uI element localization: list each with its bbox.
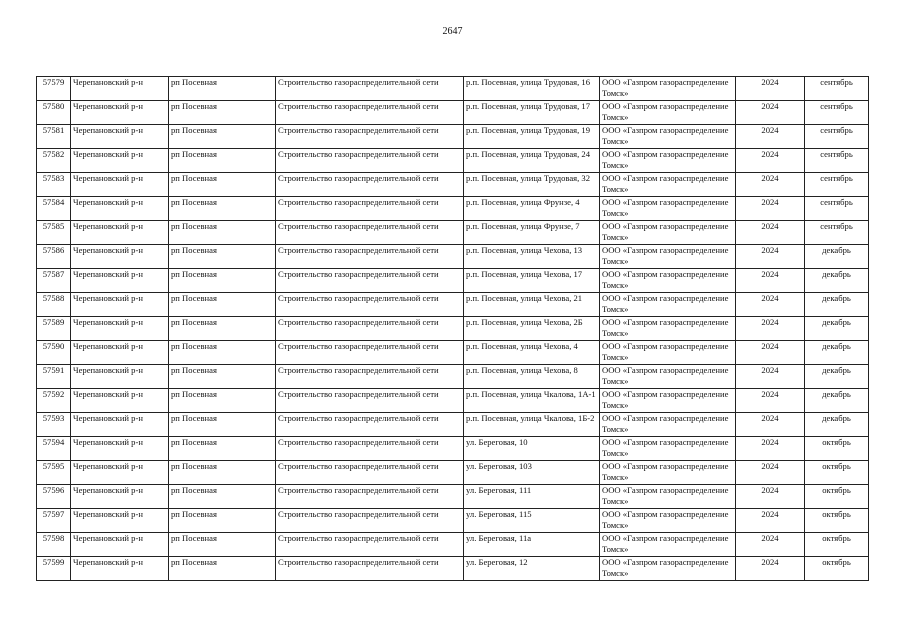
- settlement-cell: рп Посевная: [169, 317, 276, 341]
- year-cell: 2024: [736, 101, 805, 125]
- work-type-cell: Строительство газораспределительной сети: [276, 101, 464, 125]
- table-row: [37, 101, 869, 125]
- month-cell: декабрь: [805, 293, 869, 317]
- table-row: [37, 557, 869, 581]
- record-id-cell: 57579: [37, 77, 71, 101]
- table-row: [37, 149, 869, 173]
- work-type-cell: Строительство газораспределительной сети: [276, 365, 464, 389]
- month-cell: декабрь: [805, 341, 869, 365]
- settlement-cell: рп Посевная: [169, 533, 276, 557]
- work-type-cell: Строительство газораспределительной сети: [276, 149, 464, 173]
- district-cell: Черепановский р-н: [71, 389, 169, 413]
- year-cell: 2024: [736, 125, 805, 149]
- month-cell: октябрь: [805, 557, 869, 581]
- settlement-cell: рп Посевная: [169, 245, 276, 269]
- work-type-cell: Строительство газораспределительной сети: [276, 77, 464, 101]
- work-type-cell: Строительство газораспределительной сети: [276, 485, 464, 509]
- organization-cell: ООО «Газпром газораспределение Томск»: [600, 221, 736, 245]
- month-cell: декабрь: [805, 389, 869, 413]
- settlement-cell: рп Посевная: [169, 293, 276, 317]
- organization-cell: ООО «Газпром газораспределение Томск»: [600, 437, 736, 461]
- organization-cell: ООО «Газпром газораспределение Томск»: [600, 269, 736, 293]
- table-body: [37, 77, 869, 581]
- year-cell: 2024: [736, 557, 805, 581]
- district-cell: Черепановский р-н: [71, 413, 169, 437]
- month-cell: октябрь: [805, 509, 869, 533]
- table-row: [37, 245, 869, 269]
- year-cell: 2024: [736, 173, 805, 197]
- work-type-cell: Строительство газораспределительной сети: [276, 461, 464, 485]
- district-cell: Черепановский р-н: [71, 437, 169, 461]
- address-cell: р.п. Посевная, улица Чехова, 17: [464, 269, 600, 293]
- district-cell: Черепановский р-н: [71, 173, 169, 197]
- table-row: [37, 341, 869, 365]
- table-row: [37, 413, 869, 437]
- record-id-cell: 57591: [37, 365, 71, 389]
- table-row: [37, 533, 869, 557]
- work-type-cell: Строительство газораспределительной сети: [276, 197, 464, 221]
- organization-cell: ООО «Газпром газораспределение Томск»: [600, 389, 736, 413]
- organization-cell: ООО «Газпром газораспределение Томск»: [600, 125, 736, 149]
- month-cell: декабрь: [805, 365, 869, 389]
- table-row: [37, 365, 869, 389]
- settlement-cell: рп Посевная: [169, 221, 276, 245]
- address-cell: р.п. Посевная, улица Трудовая, 16: [464, 77, 600, 101]
- table-row: [37, 509, 869, 533]
- district-cell: Черепановский р-н: [71, 101, 169, 125]
- organization-cell: ООО «Газпром газораспределение Томск»: [600, 101, 736, 125]
- record-id-cell: 57588: [37, 293, 71, 317]
- organization-cell: ООО «Газпром газораспределение Томск»: [600, 197, 736, 221]
- page-number: 2647: [442, 26, 463, 37]
- organization-cell: ООО «Газпром газораспределение Томск»: [600, 413, 736, 437]
- work-type-cell: Строительство газораспределительной сети: [276, 557, 464, 581]
- month-cell: декабрь: [805, 245, 869, 269]
- district-cell: Черепановский р-н: [71, 149, 169, 173]
- settlement-cell: рп Посевная: [169, 101, 276, 125]
- address-cell: р.п. Посевная, улица Трудовая, 32: [464, 173, 600, 197]
- address-cell: р.п. Посевная, улица Чехова, 13: [464, 245, 600, 269]
- settlement-cell: рп Посевная: [169, 485, 276, 509]
- organization-cell: ООО «Газпром газораспределение Томск»: [600, 533, 736, 557]
- district-cell: Черепановский р-н: [71, 365, 169, 389]
- address-cell: р.п. Посевная, улица Чехова, 21: [464, 293, 600, 317]
- district-cell: Черепановский р-н: [71, 533, 169, 557]
- work-type-cell: Строительство газораспределительной сети: [276, 317, 464, 341]
- address-cell: р.п. Посевная, улица Трудовая, 19: [464, 125, 600, 149]
- record-id-cell: 57581: [37, 125, 71, 149]
- organization-cell: ООО «Газпром газораспределение Томск»: [600, 77, 736, 101]
- settlement-cell: рп Посевная: [169, 413, 276, 437]
- settlement-cell: рп Посевная: [169, 461, 276, 485]
- address-cell: ул. Береговая, 115: [464, 509, 600, 533]
- work-type-cell: Строительство газораспределительной сети: [276, 509, 464, 533]
- record-id-cell: 57580: [37, 101, 71, 125]
- record-id-cell: 57596: [37, 485, 71, 509]
- organization-cell: ООО «Газпром газораспределение Томск»: [600, 557, 736, 581]
- work-type-cell: Строительство газораспределительной сети: [276, 173, 464, 197]
- record-id-cell: 57587: [37, 269, 71, 293]
- district-cell: Черепановский р-н: [71, 197, 169, 221]
- table-row: [37, 461, 869, 485]
- month-cell: октябрь: [805, 485, 869, 509]
- district-cell: Черепановский р-н: [71, 293, 169, 317]
- year-cell: 2024: [736, 365, 805, 389]
- year-cell: 2024: [736, 389, 805, 413]
- year-cell: 2024: [736, 245, 805, 269]
- year-cell: 2024: [736, 461, 805, 485]
- organization-cell: ООО «Газпром газораспределение Томск»: [600, 485, 736, 509]
- organization-cell: ООО «Газпром газораспределение Томск»: [600, 509, 736, 533]
- settlement-cell: рп Посевная: [169, 77, 276, 101]
- record-id-cell: 57590: [37, 341, 71, 365]
- work-type-cell: Строительство газораспределительной сети: [276, 125, 464, 149]
- district-cell: Черепановский р-н: [71, 245, 169, 269]
- month-cell: сентябрь: [805, 125, 869, 149]
- month-cell: декабрь: [805, 317, 869, 341]
- address-cell: ул. Береговая, 103: [464, 461, 600, 485]
- month-cell: сентябрь: [805, 221, 869, 245]
- table-row: [37, 173, 869, 197]
- address-cell: р.п. Посевная, улица Чехова, 8: [464, 365, 600, 389]
- settlement-cell: рп Посевная: [169, 197, 276, 221]
- settlement-cell: рп Посевная: [169, 557, 276, 581]
- district-cell: Черепановский р-н: [71, 509, 169, 533]
- month-cell: сентябрь: [805, 173, 869, 197]
- record-id-cell: 57594: [37, 437, 71, 461]
- table-row: [37, 125, 869, 149]
- organization-cell: ООО «Газпром газораспределение Томск»: [600, 461, 736, 485]
- year-cell: 2024: [736, 221, 805, 245]
- settlement-cell: рп Посевная: [169, 125, 276, 149]
- year-cell: 2024: [736, 149, 805, 173]
- district-cell: Черепановский р-н: [71, 341, 169, 365]
- year-cell: 2024: [736, 509, 805, 533]
- district-cell: Черепановский р-н: [71, 269, 169, 293]
- district-cell: Черепановский р-н: [71, 461, 169, 485]
- address-cell: р.п. Посевная, улица Чкалова, 1Б-2: [464, 413, 600, 437]
- address-cell: р.п. Посевная, улица Чехова, 2Б: [464, 317, 600, 341]
- district-cell: Черепановский р-н: [71, 485, 169, 509]
- table-row: [37, 269, 869, 293]
- organization-cell: ООО «Газпром газораспределение Томск»: [600, 173, 736, 197]
- address-cell: ул. Береговая, 12: [464, 557, 600, 581]
- record-id-cell: 57595: [37, 461, 71, 485]
- month-cell: сентябрь: [805, 149, 869, 173]
- month-cell: декабрь: [805, 269, 869, 293]
- district-cell: Черепановский р-н: [71, 125, 169, 149]
- table-row: [37, 293, 869, 317]
- organization-cell: ООО «Газпром газораспределение Томск»: [600, 317, 736, 341]
- month-cell: сентябрь: [805, 197, 869, 221]
- settlement-cell: рп Посевная: [169, 509, 276, 533]
- work-type-cell: Строительство газораспределительной сети: [276, 437, 464, 461]
- address-cell: ул. Береговая, 11а: [464, 533, 600, 557]
- record-id-cell: 57584: [37, 197, 71, 221]
- work-type-cell: Строительство газораспределительной сети: [276, 245, 464, 269]
- district-cell: Черепановский р-н: [71, 317, 169, 341]
- year-cell: 2024: [736, 197, 805, 221]
- organization-cell: ООО «Газпром газораспределение Томск»: [600, 341, 736, 365]
- address-cell: р.п. Посевная, улица Чехова, 4: [464, 341, 600, 365]
- year-cell: 2024: [736, 437, 805, 461]
- work-type-cell: Строительство газораспределительной сети: [276, 533, 464, 557]
- table-row: [37, 77, 869, 101]
- work-type-cell: Строительство газораспределительной сети: [276, 269, 464, 293]
- record-id-cell: 57589: [37, 317, 71, 341]
- year-cell: 2024: [736, 77, 805, 101]
- month-cell: октябрь: [805, 533, 869, 557]
- district-cell: Черепановский р-н: [71, 77, 169, 101]
- settlement-cell: рп Посевная: [169, 437, 276, 461]
- settlement-cell: рп Посевная: [169, 341, 276, 365]
- record-id-cell: 57583: [37, 173, 71, 197]
- settlement-cell: рп Посевная: [169, 365, 276, 389]
- year-cell: 2024: [736, 341, 805, 365]
- month-cell: октябрь: [805, 437, 869, 461]
- district-cell: Черепановский р-н: [71, 221, 169, 245]
- record-id-cell: 57586: [37, 245, 71, 269]
- settlement-cell: рп Посевная: [169, 389, 276, 413]
- address-cell: р.п. Посевная, улица Фрунзе, 7: [464, 221, 600, 245]
- work-type-cell: Строительство газораспределительной сети: [276, 389, 464, 413]
- organization-cell: ООО «Газпром газораспределение Томск»: [600, 293, 736, 317]
- record-id-cell: 57598: [37, 533, 71, 557]
- table-row: [37, 437, 869, 461]
- year-cell: 2024: [736, 293, 805, 317]
- year-cell: 2024: [736, 317, 805, 341]
- address-cell: р.п. Посевная, улица Трудовая, 24: [464, 149, 600, 173]
- year-cell: 2024: [736, 269, 805, 293]
- address-cell: ул. Береговая, 111: [464, 485, 600, 509]
- address-cell: р.п. Посевная, улица Чкалова, 1А-1: [464, 389, 600, 413]
- address-cell: ул. Береговая, 10: [464, 437, 600, 461]
- organization-cell: ООО «Газпром газораспределение Томск»: [600, 365, 736, 389]
- month-cell: сентябрь: [805, 101, 869, 125]
- year-cell: 2024: [736, 533, 805, 557]
- year-cell: 2024: [736, 485, 805, 509]
- table-row: [37, 389, 869, 413]
- work-type-cell: Строительство газораспределительной сети: [276, 341, 464, 365]
- address-cell: р.п. Посевная, улица Фрунзе, 4: [464, 197, 600, 221]
- record-id-cell: 57599: [37, 557, 71, 581]
- work-type-cell: Строительство газораспределительной сети: [276, 293, 464, 317]
- record-id-cell: 57592: [37, 389, 71, 413]
- settlement-cell: рп Посевная: [169, 149, 276, 173]
- gasification-registry-table: [36, 76, 869, 581]
- record-id-cell: 57582: [37, 149, 71, 173]
- month-cell: декабрь: [805, 413, 869, 437]
- record-id-cell: 57593: [37, 413, 71, 437]
- table-row: [37, 197, 869, 221]
- organization-cell: ООО «Газпром газораспределение Томск»: [600, 149, 736, 173]
- table-row: [37, 317, 869, 341]
- address-cell: р.п. Посевная, улица Трудовая, 17: [464, 101, 600, 125]
- work-type-cell: Строительство газораспределительной сети: [276, 221, 464, 245]
- year-cell: 2024: [736, 413, 805, 437]
- organization-cell: ООО «Газпром газораспределение Томск»: [600, 245, 736, 269]
- table-row: [37, 485, 869, 509]
- settlement-cell: рп Посевная: [169, 173, 276, 197]
- record-id-cell: 57597: [37, 509, 71, 533]
- settlement-cell: рп Посевная: [169, 269, 276, 293]
- table-row: [37, 221, 869, 245]
- record-id-cell: 57585: [37, 221, 71, 245]
- month-cell: сентябрь: [805, 77, 869, 101]
- work-type-cell: Строительство газораспределительной сети: [276, 413, 464, 437]
- month-cell: октябрь: [805, 461, 869, 485]
- district-cell: Черепановский р-н: [71, 557, 169, 581]
